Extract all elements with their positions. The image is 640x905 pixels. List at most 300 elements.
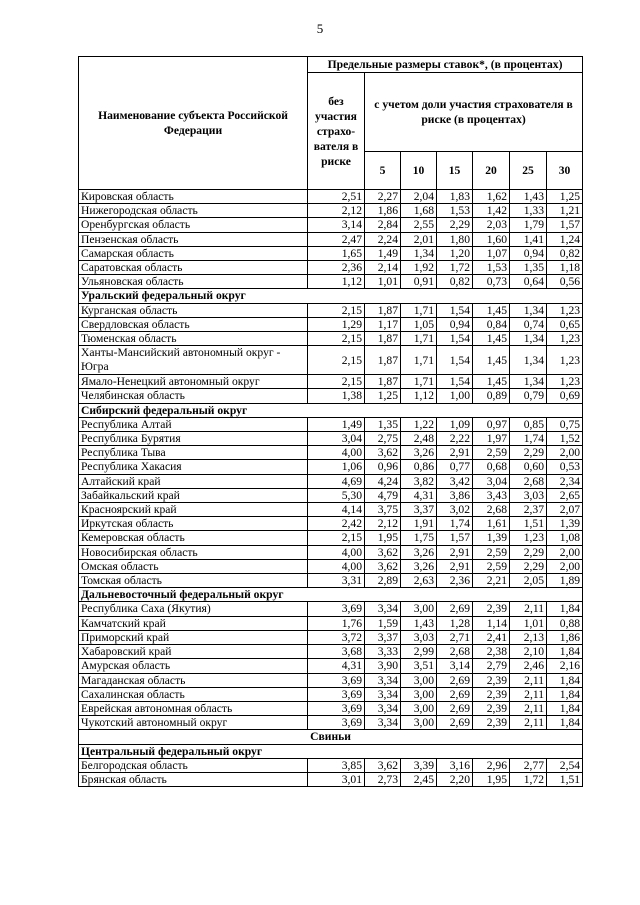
table-row: [79, 687, 583, 701]
rate-value: 1,95: [365, 531, 401, 545]
share-10-header: 10: [401, 152, 437, 190]
rate-value: 2,51: [308, 190, 365, 204]
region-name: Тюменская область: [79, 332, 308, 346]
rate-value: 0,94: [510, 246, 547, 260]
rate-value: 2,77: [510, 758, 547, 772]
rate-value: 3,42: [437, 474, 473, 488]
rate-value: 2,69: [437, 673, 473, 687]
rate-value: 0,96: [365, 460, 401, 474]
rates-table: [78, 56, 583, 787]
rate-value: 1,76: [308, 616, 365, 630]
rate-value: 2,84: [365, 218, 401, 232]
with-share-header: с учетом доли участия страхователя в риске (в процентах): [365, 73, 583, 152]
region-name: Оренбургская область: [79, 218, 308, 232]
share-30-header: 30: [547, 152, 583, 190]
rate-value: 2,14: [365, 261, 401, 275]
rate-value: 1,17: [365, 317, 401, 331]
rate-value: 1,74: [437, 517, 473, 531]
rate-value: 0,69: [547, 389, 583, 403]
rate-value: 3,00: [401, 701, 437, 715]
region-name: Самарская область: [79, 246, 308, 260]
rate-value: 2,04: [401, 190, 437, 204]
table-row: [79, 517, 583, 531]
rate-value: 0,65: [547, 317, 583, 331]
rate-value: 1,43: [401, 616, 437, 630]
rate-value: 1,34: [510, 332, 547, 346]
rate-value: 0,56: [547, 275, 583, 289]
rate-value: 1,21: [547, 204, 583, 218]
region-name: Алтайский край: [79, 474, 308, 488]
table-row: [79, 630, 583, 644]
rate-value: 1,39: [547, 517, 583, 531]
rate-value: 2,21: [473, 574, 510, 588]
rate-value: 3,62: [365, 545, 401, 559]
region-name: Приморский край: [79, 630, 308, 644]
rate-value: 1,23: [510, 531, 547, 545]
rate-value: 3,26: [401, 559, 437, 573]
rate-value: 3,00: [401, 673, 437, 687]
rate-value: 1,35: [510, 261, 547, 275]
rate-value: 1,86: [547, 630, 583, 644]
page-number: 5: [316, 21, 324, 36]
rate-value: 3,26: [401, 545, 437, 559]
rate-value: 3,69: [308, 673, 365, 687]
region-name: Хабаровский край: [79, 645, 308, 659]
table-row: [79, 574, 583, 588]
rate-value: 1,06: [308, 460, 365, 474]
rate-value: 1,34: [510, 375, 547, 389]
rate-value: 1,86: [365, 204, 401, 218]
rate-value: 1,18: [547, 261, 583, 275]
region-name: Республика Хакасия: [79, 460, 308, 474]
rate-value: 2,69: [437, 716, 473, 730]
district-heading-row: [79, 289, 583, 303]
rate-value: 2,38: [473, 645, 510, 659]
rate-value: 2,48: [401, 432, 437, 446]
rate-value: 1,23: [547, 346, 583, 375]
share-5-header: 5: [365, 152, 401, 190]
region-name: Белгородская область: [79, 758, 308, 772]
rate-value: 1,42: [473, 204, 510, 218]
rate-value: 3,62: [365, 758, 401, 772]
table-row: [79, 204, 583, 218]
rate-value: 2,27: [365, 190, 401, 204]
region-name: Нижегородская область: [79, 204, 308, 218]
rate-value: 1,35: [365, 417, 401, 431]
rate-value: 1,91: [401, 517, 437, 531]
rate-value: 1,87: [365, 303, 401, 317]
rate-value: 1,45: [473, 375, 510, 389]
rate-value: 3,69: [308, 716, 365, 730]
rate-value: 3,26: [401, 446, 437, 460]
rate-value: 1,84: [547, 673, 583, 687]
rate-value: 1,72: [437, 261, 473, 275]
table-row: [79, 232, 583, 246]
region-name: Челябинская область: [79, 389, 308, 403]
rate-value: 2,54: [547, 758, 583, 772]
rate-value: 2,00: [547, 446, 583, 460]
table-row: [79, 645, 583, 659]
table-row: [79, 375, 583, 389]
region-name: Амурская область: [79, 659, 308, 673]
rate-value: 2,41: [473, 630, 510, 644]
district-heading-row: [79, 403, 583, 417]
table-row: [79, 317, 583, 331]
rate-value: 2,36: [308, 261, 365, 275]
table-row: [79, 531, 583, 545]
limit-rates-header: Предельные размеры ставок*, (в процентах): [308, 57, 583, 73]
rate-value: 2,46: [510, 659, 547, 673]
region-name: Красноярский край: [79, 503, 308, 517]
table-row: [79, 559, 583, 573]
rate-value: 1,59: [365, 616, 401, 630]
rate-value: 3,34: [365, 602, 401, 616]
region-name: Забайкальский край: [79, 488, 308, 502]
rate-value: 1,75: [401, 531, 437, 545]
rate-value: 2,59: [473, 559, 510, 573]
rate-value: 2,63: [401, 574, 437, 588]
region-name: Брянская область: [79, 772, 308, 786]
table-row: [79, 246, 583, 260]
rate-value: 3,16: [437, 758, 473, 772]
rate-value: 3,34: [365, 673, 401, 687]
region-name: Сахалинская область: [79, 687, 308, 701]
rate-value: 4,79: [365, 488, 401, 502]
rate-value: 1,54: [437, 375, 473, 389]
share-20-header: 20: [473, 152, 510, 190]
rate-value: 3,31: [308, 574, 365, 588]
rate-value: 2,36: [437, 574, 473, 588]
rate-value: 1,68: [401, 204, 437, 218]
rate-value: 1,34: [510, 346, 547, 375]
rate-value: 2,05: [510, 574, 547, 588]
rate-value: 3,03: [510, 488, 547, 502]
rate-value: 1,09: [437, 417, 473, 431]
rate-value: 3,62: [365, 559, 401, 573]
rate-value: 1,97: [473, 432, 510, 446]
table-row: [79, 545, 583, 559]
rate-value: 3,00: [401, 602, 437, 616]
rate-value: 2,03: [473, 218, 510, 232]
rate-value: 2,29: [510, 446, 547, 460]
subject-name-header: Наименование субъекта Российской Федерации: [79, 57, 308, 190]
rate-value: 1,00: [437, 389, 473, 403]
rate-value: 1,83: [437, 190, 473, 204]
share-25-header: 25: [510, 152, 547, 190]
table-row: [79, 303, 583, 317]
rate-value: 3,90: [365, 659, 401, 673]
region-name: Ханты-Мансийский автономный округ - Югра: [79, 346, 308, 375]
rate-value: 2,69: [437, 701, 473, 715]
rate-value: 1,45: [473, 332, 510, 346]
rate-value: 1,38: [308, 389, 365, 403]
table-row: [79, 716, 583, 730]
rate-value: 4,69: [308, 474, 365, 488]
rate-value: 3,04: [473, 474, 510, 488]
rate-value: 1,23: [547, 303, 583, 317]
table-row: [79, 389, 583, 403]
rate-value: 2,24: [365, 232, 401, 246]
rate-value: 1,12: [401, 389, 437, 403]
rate-value: 4,31: [308, 659, 365, 673]
rate-value: 2,11: [510, 602, 547, 616]
rate-value: 1,23: [547, 332, 583, 346]
rate-value: 1,01: [365, 275, 401, 289]
rate-value: 1,54: [437, 346, 473, 375]
rate-value: 1,45: [473, 303, 510, 317]
rate-value: 0,79: [510, 389, 547, 403]
rate-value: 0,77: [437, 460, 473, 474]
animal-heading-row: [79, 730, 583, 744]
rate-value: 0,74: [510, 317, 547, 331]
rate-value: 2,34: [547, 474, 583, 488]
region-name: Ямало-Ненецкий автономный округ: [79, 375, 308, 389]
rate-value: 2,89: [365, 574, 401, 588]
table-row: [79, 602, 583, 616]
rate-value: 2,00: [547, 559, 583, 573]
rate-value: 2,65: [547, 488, 583, 502]
table-row: [79, 488, 583, 502]
rate-value: 1,39: [473, 531, 510, 545]
rate-value: 1,12: [308, 275, 365, 289]
rate-value: 1,84: [547, 687, 583, 701]
rate-value: 2,07: [547, 503, 583, 517]
rate-value: 5,30: [308, 488, 365, 502]
rate-value: 2,68: [473, 503, 510, 517]
rate-value: 3,04: [308, 432, 365, 446]
rate-value: 2,15: [308, 346, 365, 375]
rate-value: 2,39: [473, 716, 510, 730]
rate-value: 2,68: [437, 645, 473, 659]
rate-value: 1,49: [308, 417, 365, 431]
district-heading-row: [79, 588, 583, 602]
rate-value: 3,01: [308, 772, 365, 786]
table-row: [79, 190, 583, 204]
rate-value: 2,11: [510, 687, 547, 701]
region-name: Магаданская область: [79, 673, 308, 687]
rate-value: 2,12: [365, 517, 401, 531]
rate-value: 0,68: [473, 460, 510, 474]
rate-value: 0,91: [401, 275, 437, 289]
rate-value: 2,59: [473, 545, 510, 559]
rate-value: 2,29: [510, 545, 547, 559]
rate-value: 1,61: [473, 517, 510, 531]
rate-value: 3,34: [365, 701, 401, 715]
table-row: [79, 474, 583, 488]
region-name: Кемеровская область: [79, 531, 308, 545]
rate-value: 4,24: [365, 474, 401, 488]
rate-value: 4,31: [401, 488, 437, 502]
rate-value: 2,99: [401, 645, 437, 659]
rate-value: 3,33: [365, 645, 401, 659]
table-row: [79, 446, 583, 460]
table-row: [79, 673, 583, 687]
rate-value: 1,71: [401, 346, 437, 375]
rate-value: 1,57: [437, 531, 473, 545]
rate-value: 3,69: [308, 701, 365, 715]
region-name: Ульяновская область: [79, 275, 308, 289]
region-name: Томская область: [79, 574, 308, 588]
rate-value: 2,39: [473, 602, 510, 616]
rate-value: 0,82: [547, 246, 583, 260]
rate-value: 0,85: [510, 417, 547, 431]
rate-value: 1,84: [547, 701, 583, 715]
rate-value: 1,87: [365, 346, 401, 375]
rate-value: 0,94: [437, 317, 473, 331]
rate-value: 1,24: [547, 232, 583, 246]
rate-value: 2,15: [308, 303, 365, 317]
rate-value: 2,15: [308, 332, 365, 346]
rate-value: 1,29: [308, 317, 365, 331]
no-share-header: без участия страхо-вателя в риске: [308, 73, 365, 190]
rate-value: 3,51: [401, 659, 437, 673]
region-name: Пензенская область: [79, 232, 308, 246]
rate-value: 4,14: [308, 503, 365, 517]
rate-value: 1,62: [473, 190, 510, 204]
table-row: [79, 659, 583, 673]
rate-value: 0,89: [473, 389, 510, 403]
rate-value: 0,75: [547, 417, 583, 431]
rate-value: 2,00: [547, 545, 583, 559]
table-row: [79, 503, 583, 517]
rate-value: 2,29: [437, 218, 473, 232]
rate-value: 3,34: [365, 687, 401, 701]
rate-value: 1,34: [510, 303, 547, 317]
rate-value: 1,05: [401, 317, 437, 331]
district-heading-row: [79, 744, 583, 758]
district-heading: Дальневосточный федеральный округ: [79, 588, 583, 602]
rate-value: 1,07: [473, 246, 510, 260]
rate-value: 2,16: [547, 659, 583, 673]
table-row: [79, 758, 583, 772]
rate-value: 1,54: [437, 332, 473, 346]
rate-value: 2,01: [401, 232, 437, 246]
rate-value: 0,73: [473, 275, 510, 289]
rate-value: 2,10: [510, 645, 547, 659]
rate-value: 0,84: [473, 317, 510, 331]
rate-value: 3,00: [401, 687, 437, 701]
region-name: Республика Саха (Якутия): [79, 602, 308, 616]
rate-value: 2,37: [510, 503, 547, 517]
region-name: Саратовская область: [79, 261, 308, 275]
rate-value: 2,11: [510, 716, 547, 730]
share-15-header: 15: [437, 152, 473, 190]
table-header: [79, 57, 583, 190]
rate-value: 1,08: [547, 531, 583, 545]
rate-value: 1,74: [510, 432, 547, 446]
table-row: [79, 218, 583, 232]
rate-value: 4,00: [308, 446, 365, 460]
rate-value: 2,47: [308, 232, 365, 246]
rate-value: 3,86: [437, 488, 473, 502]
rate-value: 1,87: [365, 332, 401, 346]
rate-value: 2,79: [473, 659, 510, 673]
rate-value: 4,00: [308, 545, 365, 559]
rate-value: 1,71: [401, 303, 437, 317]
animal-heading: Свиньи: [79, 730, 583, 744]
rate-value: 1,53: [437, 204, 473, 218]
rate-value: 1,51: [510, 517, 547, 531]
rate-value: 2,42: [308, 517, 365, 531]
rate-value: 3,43: [473, 488, 510, 502]
rate-value: 2,71: [437, 630, 473, 644]
rate-value: 3,69: [308, 602, 365, 616]
table-body: [79, 190, 583, 787]
table-row: [79, 460, 583, 474]
rate-value: 0,86: [401, 460, 437, 474]
rate-value: 3,37: [365, 630, 401, 644]
rate-value: 3,72: [308, 630, 365, 644]
rate-value: 2,22: [437, 432, 473, 446]
rate-value: 1,65: [308, 246, 365, 260]
rate-value: 2,39: [473, 701, 510, 715]
region-name: Республика Алтай: [79, 417, 308, 431]
region-name: Новосибирская область: [79, 545, 308, 559]
rate-value: 1,41: [510, 232, 547, 246]
rate-value: 2,55: [401, 218, 437, 232]
rate-value: 1,72: [510, 772, 547, 786]
rate-value: 0,64: [510, 275, 547, 289]
rate-value: 2,73: [365, 772, 401, 786]
rate-value: 1,89: [547, 574, 583, 588]
rate-value: 1,25: [365, 389, 401, 403]
rate-value: 2,69: [437, 602, 473, 616]
rate-value: 1,87: [365, 375, 401, 389]
table-row: [79, 701, 583, 715]
region-name: Чукотский автономный округ: [79, 716, 308, 730]
rate-value: 1,23: [547, 375, 583, 389]
rate-value: 2,29: [510, 559, 547, 573]
rate-value: 2,39: [473, 673, 510, 687]
rate-value: 0,88: [547, 616, 583, 630]
rate-value: 2,59: [473, 446, 510, 460]
table-row: [79, 432, 583, 446]
rate-value: 1,53: [473, 261, 510, 275]
region-name: Иркутская область: [79, 517, 308, 531]
rate-value: 2,91: [437, 559, 473, 573]
table-row: [79, 616, 583, 630]
rate-value: 2,11: [510, 673, 547, 687]
rate-value: 2,11: [510, 701, 547, 715]
rate-value: 1,43: [510, 190, 547, 204]
rate-value: 1,52: [547, 432, 583, 446]
rate-value: 3,62: [365, 446, 401, 460]
rate-value: 1,71: [401, 375, 437, 389]
table-row: [79, 275, 583, 289]
rate-value: 2,91: [437, 545, 473, 559]
rate-value: 4,00: [308, 559, 365, 573]
rate-value: 3,75: [365, 503, 401, 517]
region-name: Свердловская область: [79, 317, 308, 331]
rate-value: 3,34: [365, 716, 401, 730]
rate-value: 1,84: [547, 602, 583, 616]
rate-value: 2,91: [437, 446, 473, 460]
rate-value: 1,57: [547, 218, 583, 232]
rate-value: 2,39: [473, 687, 510, 701]
rate-value: 1,84: [547, 716, 583, 730]
rate-value: 1,45: [473, 346, 510, 375]
rate-value: 2,15: [308, 375, 365, 389]
rate-value: 0,53: [547, 460, 583, 474]
region-name: Кировская область: [79, 190, 308, 204]
rate-value: 3,00: [401, 716, 437, 730]
rate-value: 1,71: [401, 332, 437, 346]
rate-value: 1,80: [437, 232, 473, 246]
table-row: [79, 346, 583, 375]
rate-value: 2,68: [510, 474, 547, 488]
rate-value: 1,20: [437, 246, 473, 260]
region-name: Камчатский край: [79, 616, 308, 630]
